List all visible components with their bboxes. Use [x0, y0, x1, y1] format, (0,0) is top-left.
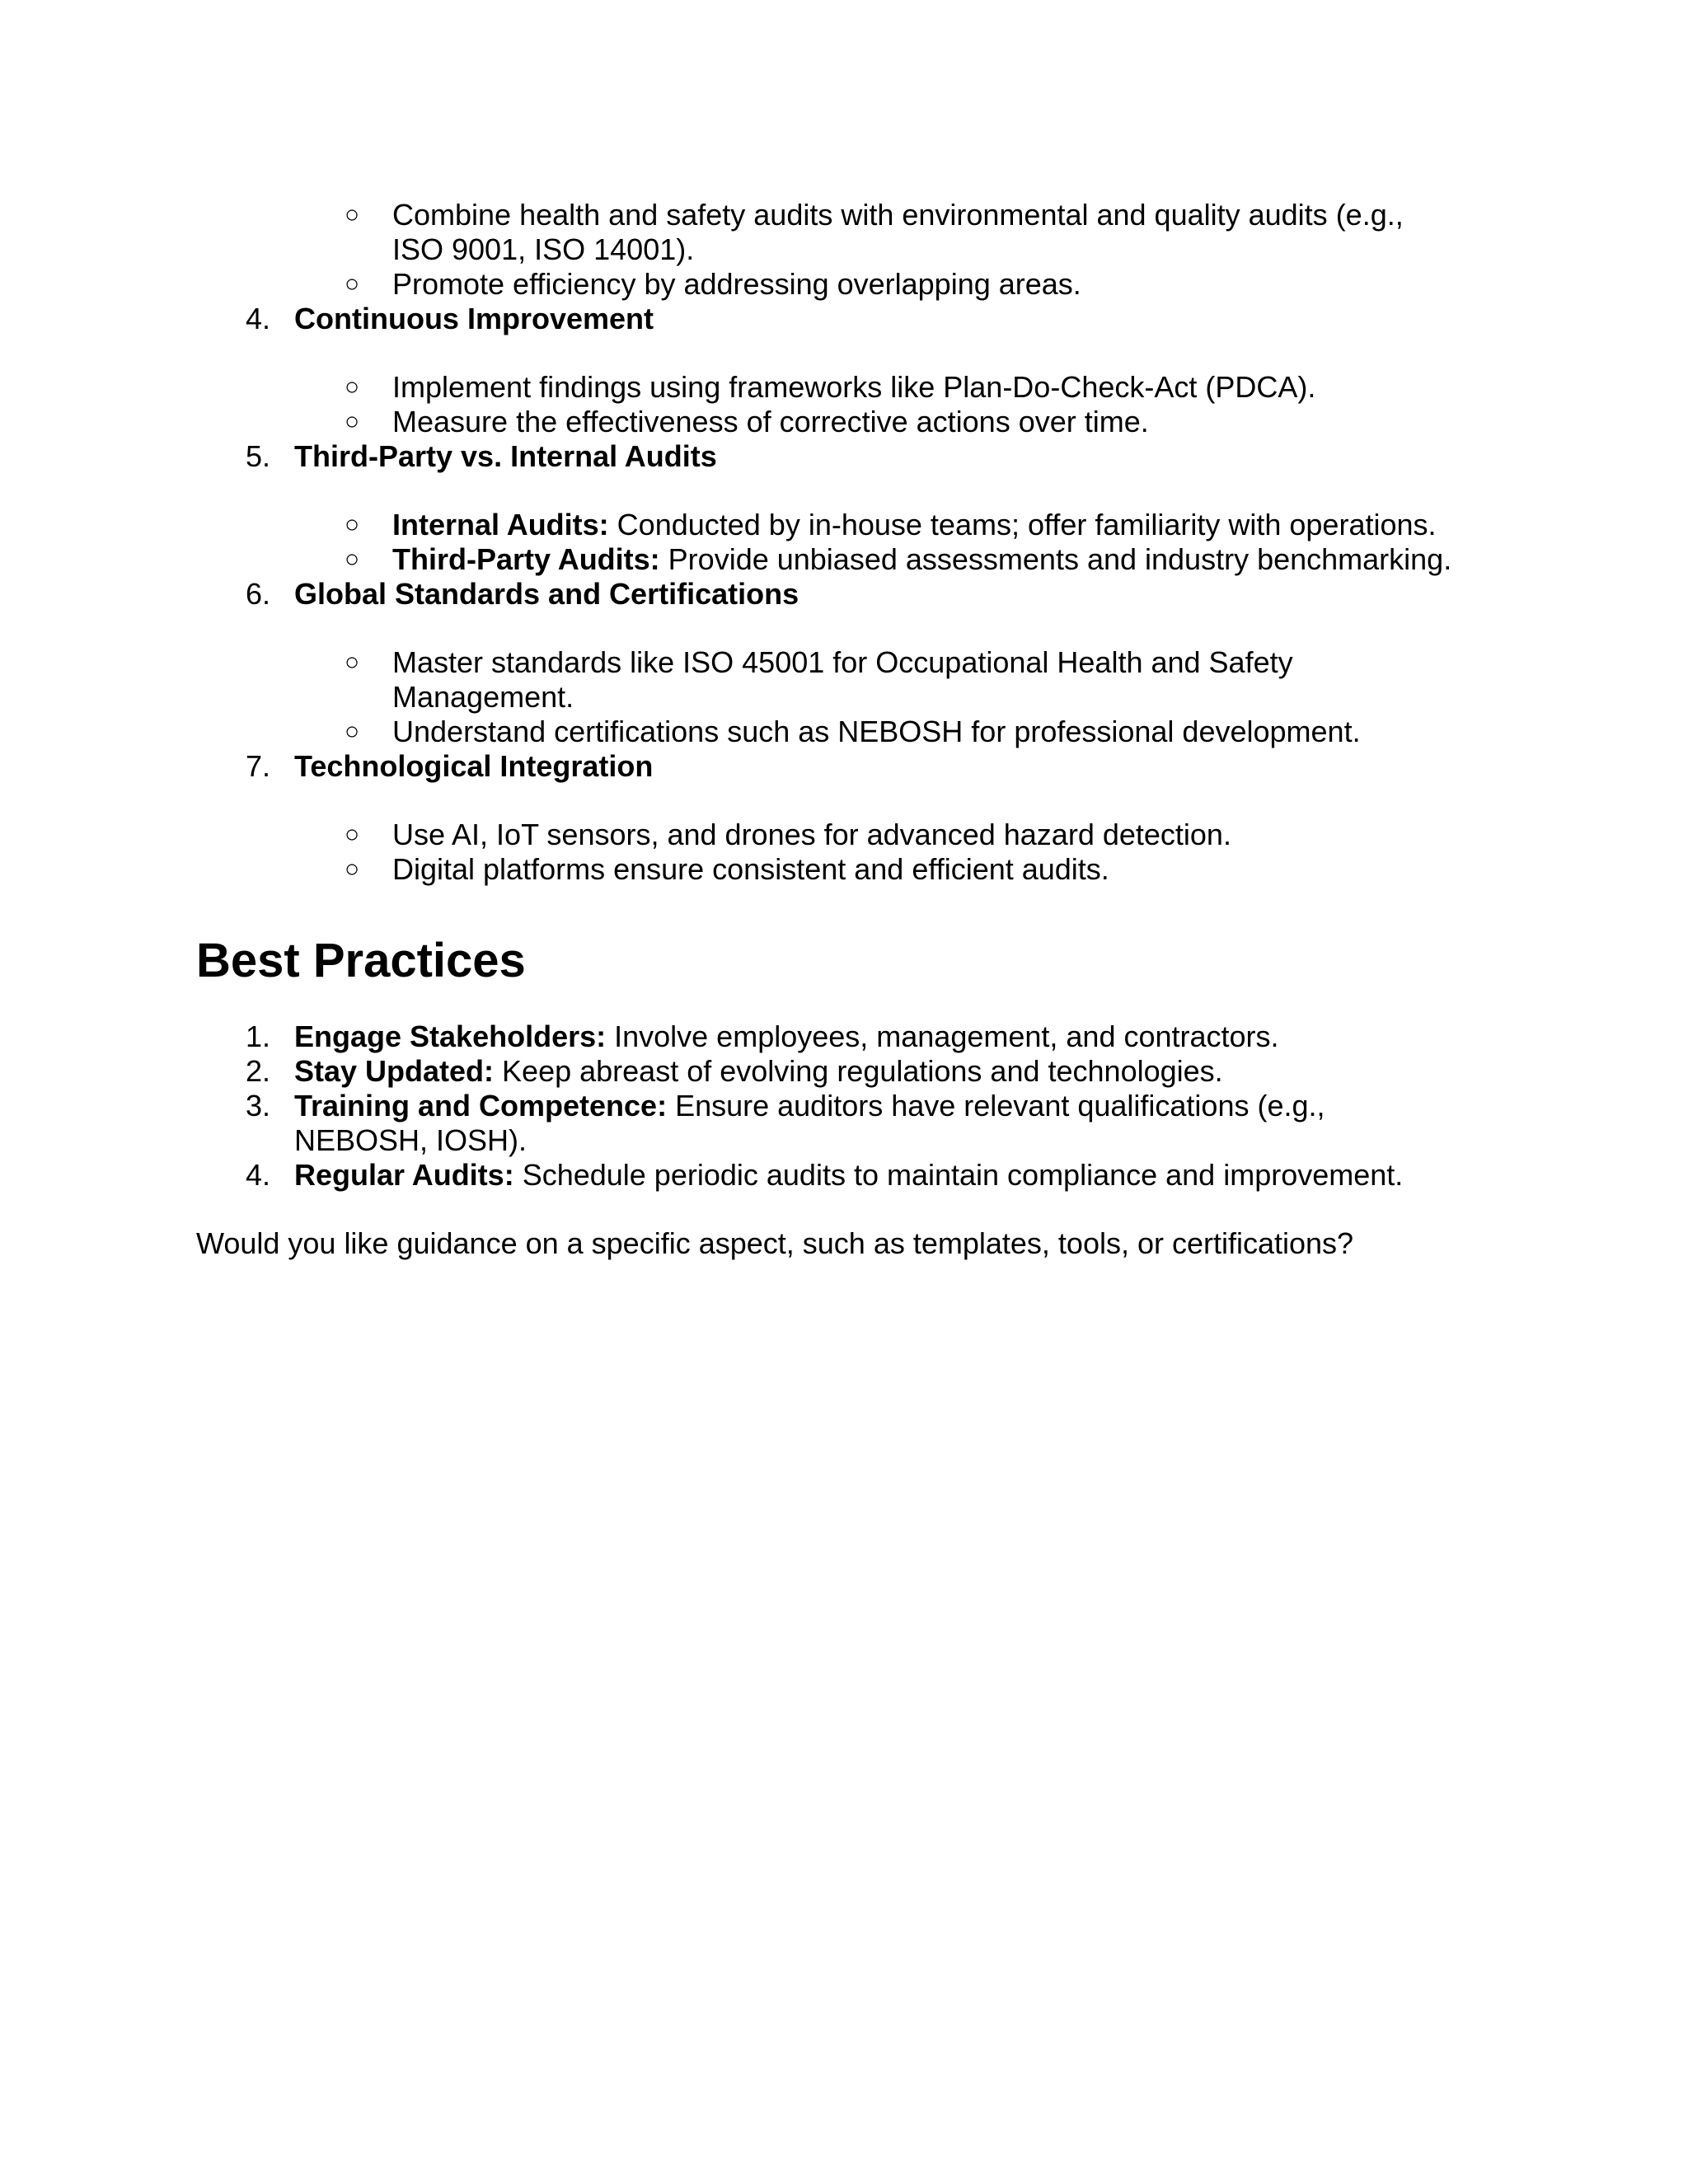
list-item-description: Involve employees, management, and contractors. — [606, 1019, 1279, 1053]
bullet-icon: ○ — [345, 373, 360, 401]
list-item-text — [294, 1158, 1403, 1193]
bullet-icon: ○ — [345, 821, 360, 848]
list-number: 3. — [245, 1089, 270, 1122]
list-item-text: Digital platforms ensure consistent and efficient audits. — [392, 852, 1109, 886]
list-item-text — [294, 1054, 1223, 1089]
list-item-text: Master standards like ISO 45001 for Occupational Health and Safety — [392, 645, 1293, 679]
bullet-icon: ○ — [345, 718, 360, 745]
bullet-icon: ○ — [345, 855, 360, 883]
list-item-description: Schedule periodic audits to maintain compliance and improvement. — [513, 1158, 1404, 1192]
section-title: Global Standards and Certifications — [294, 577, 799, 611]
list-item-text: Implement findings using frameworks like Plan-Do-Check-Act (PDCA). — [392, 370, 1316, 404]
list-item-description: Ensure auditors have relevant qualifications (e.g., — [667, 1089, 1325, 1122]
list-item-description: Provide unbiased assessments and industry benchmarking. — [659, 542, 1452, 576]
list-item-text: Management. — [392, 680, 574, 714]
list-number: 1. — [245, 1019, 270, 1053]
list-item-bold-label: Training and Competence: — [294, 1089, 668, 1122]
list-item-bold-label: Regular Audits: — [294, 1158, 514, 1192]
section-number: 4. — [245, 302, 270, 335]
list-number: 4. — [245, 1158, 270, 1192]
list-item-text — [392, 542, 1451, 577]
section-number: 7. — [245, 749, 270, 783]
list-item-bold-label: Engage Stakeholders: — [294, 1019, 607, 1053]
list-item-text: ISO 9001, ISO 14001). — [392, 232, 695, 266]
list-item-description: Keep abreast of evolving regulations and technologies. — [494, 1054, 1223, 1088]
closing-paragraph: Would you like guidance on a specific aspect, such as templates, tools, or certifications? — [196, 1226, 1354, 1260]
list-item-text — [294, 1089, 1325, 1123]
list-item-text — [392, 508, 1437, 542]
list-number: 2. — [245, 1054, 270, 1088]
list-item-text — [294, 1019, 1279, 1054]
list-item-bold-label: Third-Party Audits: — [392, 542, 660, 576]
list-item-description: Conducted by in-house teams; offer familiarity with operations. — [608, 508, 1437, 541]
section-heading: Best Practices — [196, 934, 526, 987]
bullet-icon: ○ — [345, 511, 360, 538]
section-title: Continuous Improvement — [294, 302, 654, 335]
list-item-text: Measure the effectiveness of corrective actions over time. — [392, 405, 1149, 438]
list-item-text: Understand certifications such as NEBOSH for professional development. — [392, 715, 1361, 748]
bullet-icon: ○ — [345, 649, 360, 676]
list-item-text: Use AI, IoT sensors, and drones for advanced hazard detection. — [392, 818, 1231, 851]
bullet-icon: ○ — [345, 201, 360, 228]
list-item-bold-label: Stay Updated: — [294, 1054, 495, 1088]
bullet-icon: ○ — [345, 270, 360, 298]
list-item-text: Combine health and safety audits with environmental and quality audits (e.g., — [392, 198, 1404, 232]
section-number: 5. — [245, 439, 270, 473]
bullet-icon: ○ — [345, 408, 360, 435]
list-item-text: Promote efficiency by addressing overlapping areas. — [392, 267, 1081, 301]
section-title: Technological Integration — [294, 749, 654, 783]
bullet-icon: ○ — [345, 546, 360, 573]
section-title: Third-Party vs. Internal Audits — [294, 439, 717, 473]
list-item-bold-label: Internal Audits: — [392, 508, 609, 541]
list-item-continuation: NEBOSH, IOSH). — [294, 1123, 528, 1157]
section-number: 6. — [245, 577, 270, 611]
